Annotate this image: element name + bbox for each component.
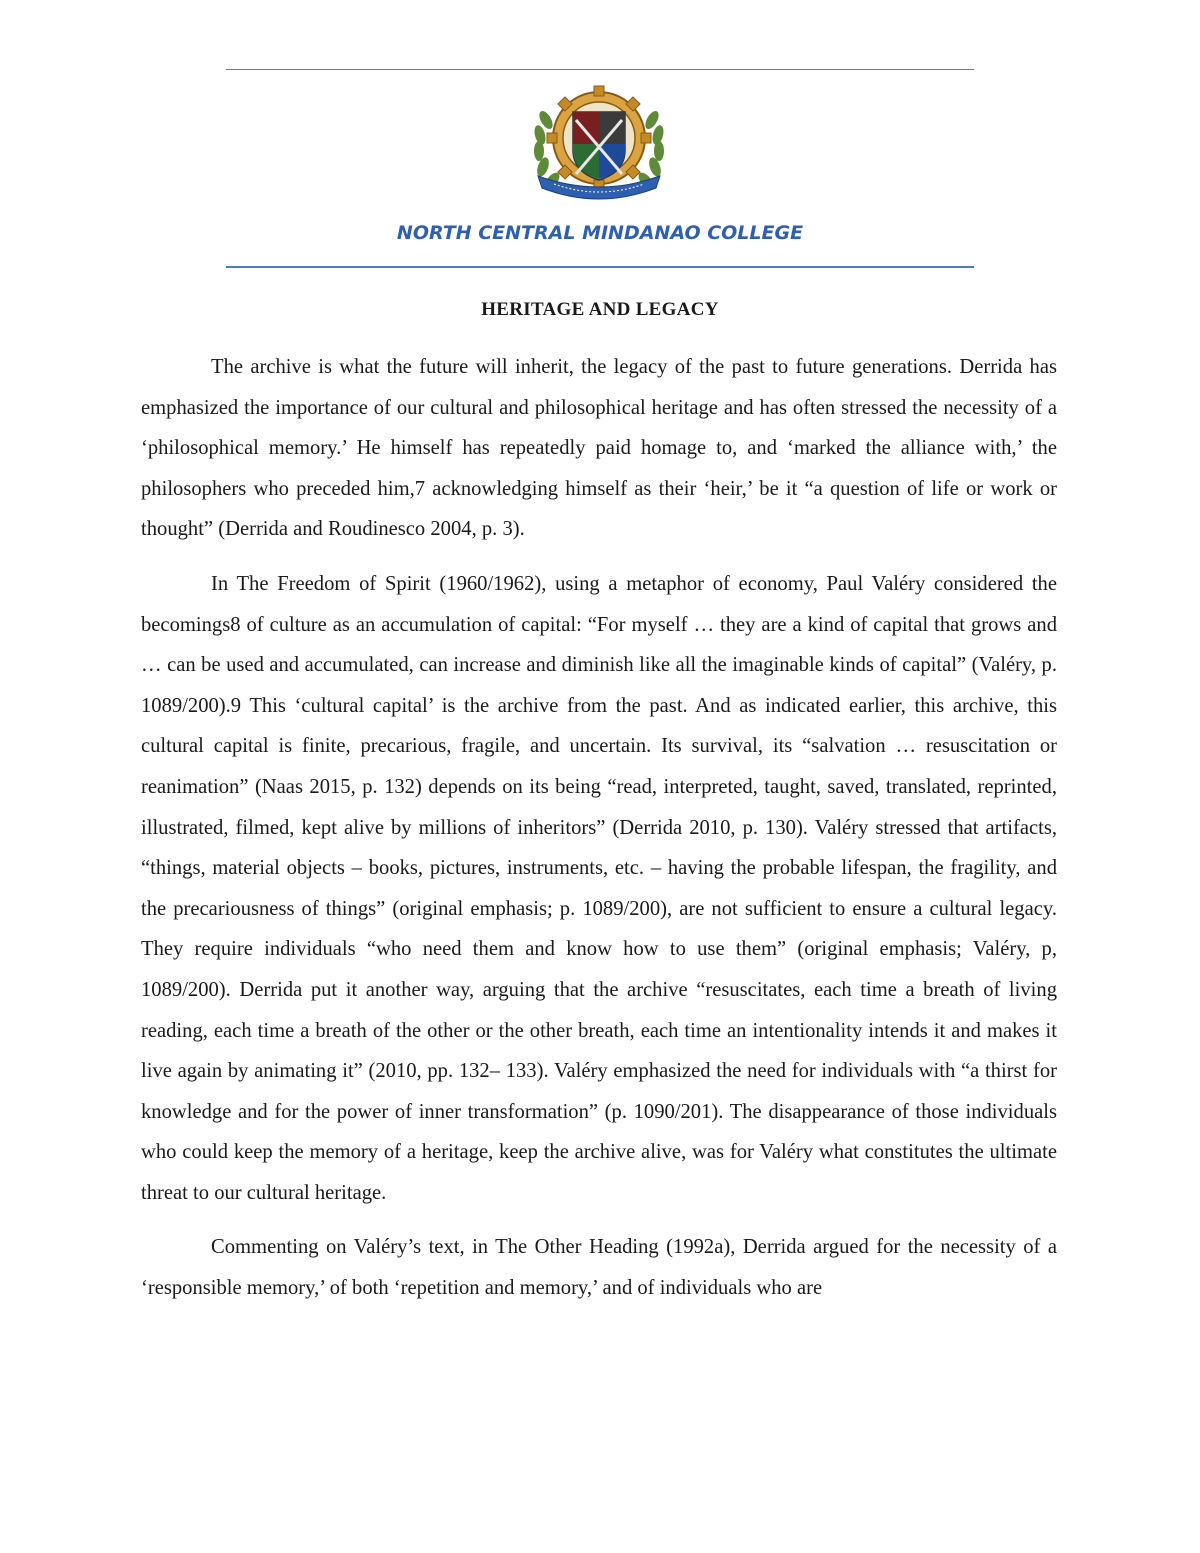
body-paragraph-2: In The Freedom of Spirit (1960/1962), using a metaphor of economy, Paul Valéry considered the becomings8 of culture as an accumulation of capital: “For myself … they are a kind of capital that grows and … can be used and accumulated, can increase and diminish like all the imaginable kinds of capital” (Valéry, p. 1089/200).9 This ‘cultural capital’ is the archive from the past. And as indicated earlier, this archive, this cultural capital is finite, precarious, fragile, and uncertain. Its survival, its “salvation … resuscitation or reanimation” (Naas 2015, p. 132) depends on its being “read, interpreted, taught, saved, translated, reprinted, illustrated, filmed, kept alive by millions of inheritors” (Derrida 2010, p. 130). Valéry stressed that artifacts, “things, material objects – books, pictures, instruments, etc. – having the probable lifespan, the fragility, and the precariousness of things” (original emphasis; p. 1089/200), are not sufficient to ensure a cultural legacy. They require individuals “who need them and know how to use them” (original emphasis; Valéry, p, 1089/200). Derrida put it another way, arguing that the archive “resuscitates, each time a breath of living reading, each time a breath of the other or the other breath, each time an intentionality intends it and makes it live again by animating it” (2010, pp. 132– 133). Valéry emphasized the need for individuals with “a thirst for knowledge and for the power of inner transformation” (p. 1090/201). The disappearance of those individuals who could keep the memory of a heritage, keep the archive alive, was for Valéry what constitutes the ultimate threat to our cultural heritage. bbox=[141, 572, 1057, 1204]
shield-icon bbox=[573, 112, 625, 180]
body-paragraph-1: The archive is what the future will inherit, the legacy of the past to future generations. Derrida has emphasized the importance of our cultural and philosophical heritage and has often stressed the necessity of a ‘philosophical memory.’ He himself has repeatedly paid homage to, and ‘marked the alliance with,’ the philosophers who preceded him,7 acknowledging himself as their ‘heir,’ be it “a question of life or work or thought” (Derrida and Roudinesco 2004, p. 3). bbox=[141, 356, 1057, 541]
college-seal-logo-icon bbox=[524, 80, 674, 210]
header-top-rule bbox=[226, 69, 974, 70]
body-paragraph-3: Commenting on Valéry’s text, in The Other Heading (1992a), Derrida argued for the necessity of a ‘responsible memory,’ of both ‘repetition and memory,’ and of individuals who are bbox=[141, 1236, 1057, 1300]
document-title: HERITAGE AND LEGACY bbox=[481, 299, 719, 320]
document-body bbox=[141, 347, 1057, 1323]
college-name: NORTH CENTRAL MINDANAO COLLEGE bbox=[396, 222, 804, 244]
header-bottom-rule bbox=[226, 266, 974, 268]
